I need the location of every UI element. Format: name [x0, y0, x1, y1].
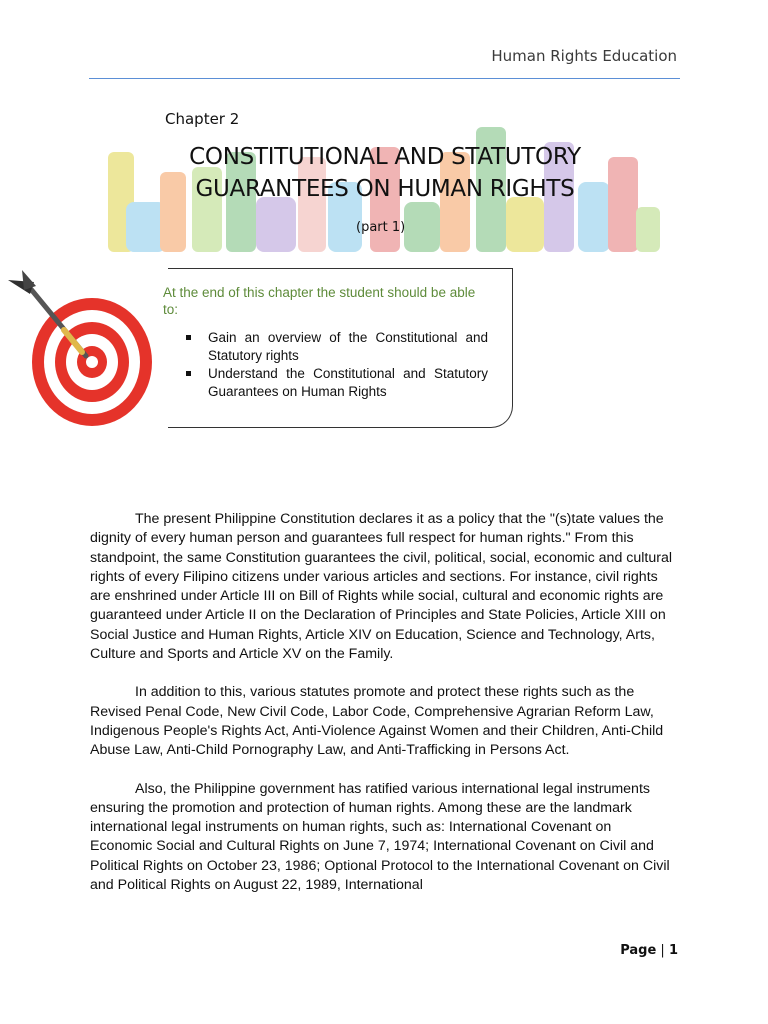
bullet-icon: [186, 335, 191, 340]
bullet-icon: [186, 371, 191, 376]
page-separator: |: [660, 943, 665, 958]
header-rule: [89, 78, 680, 79]
objectives-list: [186, 329, 488, 401]
chapter-label: Chapter 2: [165, 110, 240, 128]
objective-text: Understand the Constitutional and Statutory Guarantees on Human Rights: [208, 366, 488, 399]
objective-text: Gain an overview of the Constitutional and Statutory rights: [208, 330, 488, 363]
body-paragraph: Also, the Philippine government has ratified various international legal instruments ensuring the promotion and protection of human rights. Among these are the landmark international legal instruments on human rights, such as: International Covenant on Economic Social and Cultural Rights on June 7, 1974; International Covenant on Civil and Political Rights on October 23, 1986; Optional Protocol to the International Covenant on Civil and Political Rights on August 22, 1989, International: [90, 780, 670, 894]
running-header: Human Rights Education: [491, 47, 677, 65]
chapter-part: (part 1): [356, 220, 406, 235]
chapter-title-line-1: CONSTITUTIONAL AND STATUTORY: [189, 144, 581, 170]
objectives-intro: At the end of this chapter the student should be able to:: [163, 285, 476, 317]
page-label: Page: [620, 943, 657, 958]
chapter-title-line-2: GUARANTEES ON HUMAN RIGHTS: [195, 176, 575, 202]
body-paragraph: In addition to this, various statutes promote and protect these rights such as the Revised Penal Code, New Civil Code, Labor Code, Comprehensive Agrarian Reform Law, Indigenous People's Rights Act, Anti-Violence Against Women and their Children, Anti-Child Abuse Law, Anti-Child Pornography Law, and Anti-Trafficking in Persons Act.: [90, 684, 664, 759]
page-number-value: 1: [668, 943, 678, 958]
objective-item: [186, 329, 488, 365]
body-text: [90, 510, 676, 914]
page-number: [620, 943, 678, 958]
chapter-title: [150, 141, 620, 205]
objective-item: [186, 365, 488, 401]
dartboard-target-icon: [0, 268, 168, 430]
body-paragraph: The present Philippine Constitution declares it as a policy that the "(s)tate values the dignity of every human person and guarantees full respect for human rights." From this standpoint, the same Constitution guarantees the civil, political, social, economic and cultural rights of every Filipino citizens under various articles and sections. For instance, civil rights are enshrined under Article III on Bill of Rights while social, cultural and economic rights are guaranteed under Article II on the Declaration of Principles and State Policies, Article XIII on Social Justice and Human Rights, Article XIV on Education, Science and Technology, Arts, Culture and Sports and Article XV on the Family.: [90, 511, 673, 663]
